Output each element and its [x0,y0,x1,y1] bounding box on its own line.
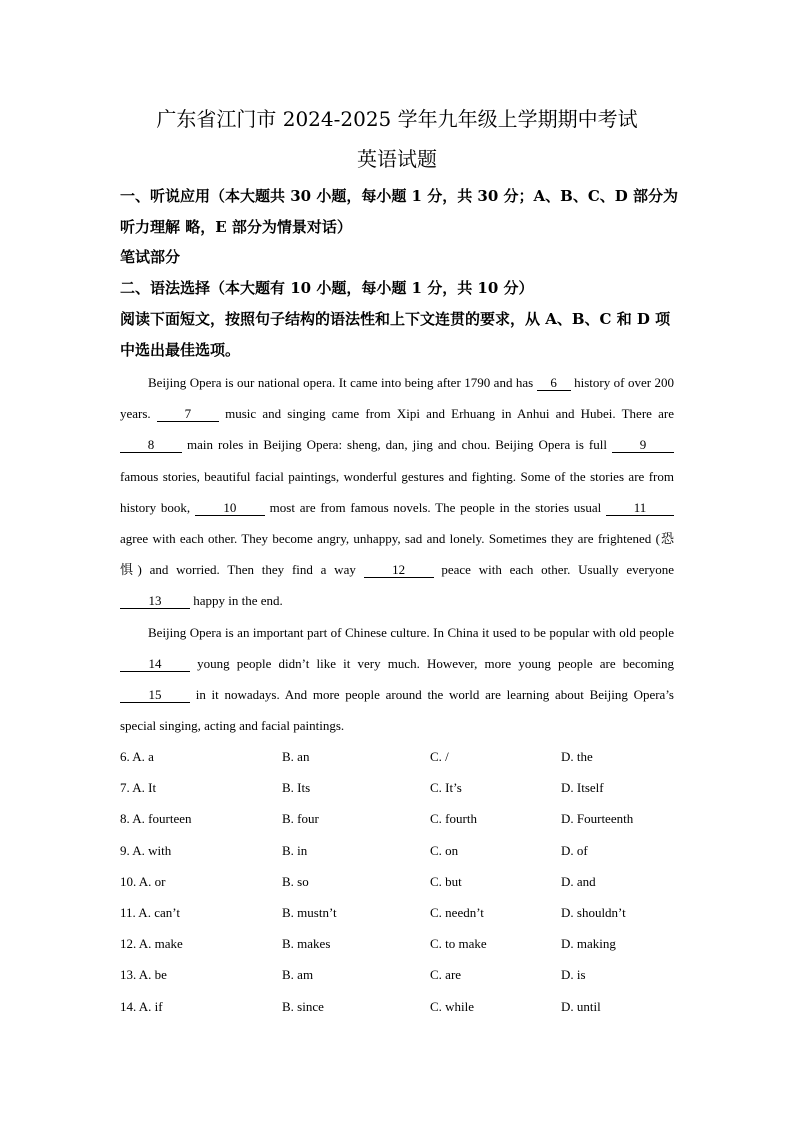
option-d: D. the [561,749,593,764]
option-c: C. but [430,873,462,889]
blank-13: 13 [120,594,190,609]
blank-9: 9 [612,438,674,453]
section2-heading: 二、语法选择（本大题有 10 小题，每小题 1 分，共 10 分） [120,279,534,297]
option-b: B. four [282,811,319,827]
option-a: 12. A. make [120,936,183,952]
passage-text: main roles in Beijing Opera: sheng, dan, jing and chou. Beijing Opera is full [182,437,612,453]
question-row [120,959,680,990]
question-row [120,928,680,959]
passage-text: peace with each other. Usually everyone [433,562,674,578]
blank-10: 10 [195,501,265,516]
passage-text: agree with each other. They become angry, unhappy, sad and lonely. Sometimes they are frightened (恐惧) and worried. Then they find a way [120,531,674,578]
option-b: B. so [282,873,309,889]
passage-text: most are from famous novels. The people in the stories usual [264,499,606,515]
option-c: C. fourth [430,811,477,827]
exam-title: 广东省江门市 2024-2025 学年九年级上学期期中考试 [156,107,638,131]
option-d: D. of [561,842,588,858]
option-a: 7. A. It [120,780,157,796]
option-b: B. mustn’t [282,904,337,920]
passage-text: in it nowadays. And more people around the world are learning about Beijing Opera’s special singing, acting and facial paintings. [120,687,674,734]
option-c: C. It’s [430,780,462,796]
option-c: C. / [430,749,449,764]
option-d: D. Itself [561,780,604,796]
option-a: 8. A. fourteen [120,811,192,827]
passage-text: history of over 200 years. [120,375,675,422]
option-a: 10. A. or [120,873,166,889]
blank-11: 11 [606,501,674,516]
option-c: C. are [430,967,462,983]
option-a: 11. A. can’t [120,904,180,920]
passage-text: Beijing Opera is our national opera. It came into being after 1790 and has [148,375,537,390]
option-b: B. Its [282,780,311,796]
option-d: D. is [561,967,586,983]
passage-text: Beijing Opera is an important part of Chinese culture. In China it used to be popular with old people [148,624,674,640]
blank-15: 15 [120,688,190,703]
passage-text: happy in the end. [190,593,283,609]
blank-8: 8 [120,438,182,453]
question-row [120,803,680,834]
question-row [120,772,680,803]
options-list [120,741,680,1022]
written-part-heading: 笔试部分 [120,248,181,266]
passage-paragraph-1 [120,367,674,617]
section1-heading: 一、听说应用（本大题共 30 小题，每小题 1 分，共 30 分；A、B、C、D 部分为听力理解 略，E 部分为情景对话） [120,187,679,236]
passage-text: famous stories, beautiful facial paintings, wonderful gestures and fighting. Some of the stories are from history book, [120,468,674,515]
option-c: C. needn’t [430,904,484,920]
option-b: B. in [282,842,308,858]
option-a: 6. A. a [120,749,154,764]
option-a: 9. A. with [120,842,172,858]
option-b: B. an [282,749,310,764]
passage-paragraph-2 [120,617,674,742]
option-d: D. and [561,873,596,889]
section2-instruction: 阅读下面短文，按照句子结构的语法性和上下文连贯的要求，从 A、B、C 和 D 项中选出最佳选项。 [120,310,671,359]
option-d: D. Fourteenth [561,811,634,827]
option-d: D. shouldn’t [561,904,626,920]
option-b: B. makes [282,936,331,952]
question-row [120,991,680,1022]
blank-12: 12 [364,563,434,578]
option-a: 14. A. if [120,998,163,1014]
reading-passage [120,367,674,741]
option-b: B. am [282,967,314,983]
question-row [120,897,680,928]
option-d: D. making [561,936,616,952]
passage-text: young people didn’t like it very much. However, more young people are becoming [190,655,674,671]
option-b: B. since [282,998,324,1014]
question-row [120,741,680,772]
exam-subtitle: 英语试题 [357,147,437,171]
blank-6: 6 [537,376,571,391]
question-row [120,835,680,866]
blank-14: 14 [120,657,190,672]
blank-7: 7 [157,407,219,422]
option-a: 13. A. be [120,967,167,983]
option-c: C. while [430,998,475,1014]
option-c: C. to make [430,936,487,952]
question-row [120,866,680,897]
option-c: C. on [430,842,459,858]
passage-text: music and singing came from Xipi and Erhuang in Anhui and Hubei. There are [218,406,674,422]
option-d: D. until [561,998,601,1014]
